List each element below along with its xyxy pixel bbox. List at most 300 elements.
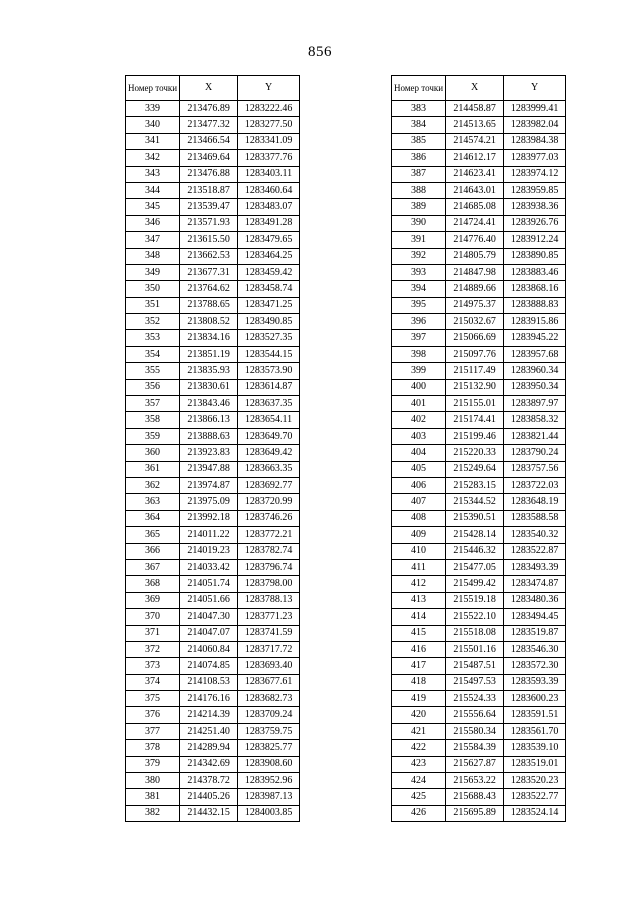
table-row [126,297,300,313]
cell-y: 1283600.23 [504,691,566,707]
cell-x: 213835.93 [180,363,238,379]
cell-x: 213974.87 [180,477,238,493]
table-row [126,641,300,657]
cell-point-number: 399 [392,363,446,379]
cell-y: 1283491.28 [238,215,300,231]
cell-point-number: 409 [392,527,446,543]
cell-y: 1283522.77 [504,789,566,805]
cell-x: 214108.53 [180,674,238,690]
cell-x: 215695.89 [446,805,504,821]
table-row [126,805,300,821]
cell-point-number: 363 [126,494,180,510]
cell-x: 214289.94 [180,740,238,756]
cell-x: 214019.23 [180,543,238,559]
table-row [126,199,300,215]
cell-y: 1283377.76 [238,150,300,166]
table-row [392,166,566,182]
cell-x: 215519.18 [446,592,504,608]
cell-x: 215524.33 [446,691,504,707]
cell-point-number: 404 [392,445,446,461]
page-number: 856 [308,44,332,60]
table-row [126,346,300,362]
cell-x: 214047.07 [180,625,238,641]
cell-point-number: 386 [392,150,446,166]
cell-y: 1283479.65 [238,232,300,248]
cell-y: 1283649.42 [238,445,300,461]
cell-x: 215199.46 [446,428,504,444]
cell-x: 214574.21 [446,133,504,149]
cell-y: 1283868.16 [504,281,566,297]
cell-x: 215556.64 [446,707,504,723]
table-row [392,527,566,543]
cell-point-number: 416 [392,641,446,657]
cell-point-number: 390 [392,215,446,231]
cell-point-number: 415 [392,625,446,641]
table-row [126,264,300,280]
table-row [392,461,566,477]
cell-x: 215522.10 [446,609,504,625]
cell-point-number: 373 [126,658,180,674]
table-row [126,576,300,592]
cell-y: 1283759.75 [238,723,300,739]
cell-point-number: 402 [392,412,446,428]
cell-point-number: 412 [392,576,446,592]
cell-y: 1283938.36 [504,199,566,215]
cell-x: 215344.52 [446,494,504,510]
cell-y: 1283977.03 [504,150,566,166]
cell-x: 213992.18 [180,510,238,526]
table-row [126,527,300,543]
cell-point-number: 340 [126,117,180,133]
cell-point-number: 354 [126,346,180,362]
cell-y: 1283788.13 [238,592,300,608]
cell-y: 1283821.44 [504,428,566,444]
cell-y: 1283912.24 [504,232,566,248]
cell-point-number: 388 [392,182,446,198]
table-row [392,625,566,641]
cell-x: 214051.66 [180,592,238,608]
cell-y: 1283648.19 [504,494,566,510]
cell-point-number: 353 [126,330,180,346]
cell-y: 1283677.61 [238,674,300,690]
cell-x: 215487.51 [446,658,504,674]
cell-point-number: 345 [126,199,180,215]
cell-y: 1283460.64 [238,182,300,198]
cell-x: 213975.09 [180,494,238,510]
table-row [392,641,566,657]
cell-x: 214033.42 [180,559,238,575]
table-row [126,363,300,379]
cell-y: 1283720.99 [238,494,300,510]
cell-point-number: 350 [126,281,180,297]
table-row [392,215,566,231]
cell-y: 1284003.85 [238,805,300,821]
cell-point-number: 355 [126,363,180,379]
table-row [392,314,566,330]
cell-x: 215249.64 [446,461,504,477]
cell-x: 213764.62 [180,281,238,297]
table-row [126,543,300,559]
cell-y: 1283741.59 [238,625,300,641]
table-row [392,150,566,166]
cell-y: 1283709.24 [238,707,300,723]
table-row [126,215,300,231]
cell-y: 1283957.68 [504,346,566,362]
cell-y: 1283341.09 [238,133,300,149]
cell-y: 1283722.03 [504,477,566,493]
table-row [392,691,566,707]
cell-y: 1283959.85 [504,182,566,198]
table-row [126,674,300,690]
cell-point-number: 403 [392,428,446,444]
table-row [126,330,300,346]
table-row [392,707,566,723]
cell-point-number: 357 [126,396,180,412]
cell-y: 1283984.38 [504,133,566,149]
cell-y: 1283403.11 [238,166,300,182]
cell-x: 215477.05 [446,559,504,575]
cell-point-number: 405 [392,461,446,477]
cell-point-number: 358 [126,412,180,428]
cell-x: 215283.15 [446,477,504,493]
cell-x: 213571.93 [180,215,238,231]
cell-x: 214458.87 [446,101,504,117]
cell-y: 1283945.22 [504,330,566,346]
table-row [392,559,566,575]
cell-x: 213466.54 [180,133,238,149]
table-row [392,609,566,625]
cell-point-number: 356 [126,379,180,395]
cell-y: 1283692.77 [238,477,300,493]
table-row [392,756,566,772]
header-point-number: Номер точки [392,76,446,101]
cell-y: 1283883.46 [504,264,566,280]
table-row [392,264,566,280]
cell-point-number: 343 [126,166,180,182]
table-row [126,182,300,198]
cell-y: 1283746.26 [238,510,300,526]
cell-x: 213866.13 [180,412,238,428]
cell-x: 214612.17 [446,150,504,166]
cell-point-number: 370 [126,609,180,625]
cell-x: 214724.41 [446,215,504,231]
table-row [392,723,566,739]
cell-x: 214378.72 [180,773,238,789]
table-row [126,314,300,330]
cell-y: 1283490.85 [238,314,300,330]
cell-x: 214643.01 [446,182,504,198]
cell-y: 1283649.70 [238,428,300,444]
cell-point-number: 413 [392,592,446,608]
table-row [126,691,300,707]
cell-y: 1283960.34 [504,363,566,379]
cell-point-number: 381 [126,789,180,805]
cell-point-number: 359 [126,428,180,444]
cell-point-number: 361 [126,461,180,477]
cell-y: 1283593.39 [504,674,566,690]
table-row [126,232,300,248]
cell-y: 1283561.70 [504,723,566,739]
cell-point-number: 360 [126,445,180,461]
cell-x: 213923.83 [180,445,238,461]
cell-x: 213830.61 [180,379,238,395]
cell-point-number: 371 [126,625,180,641]
cell-y: 1283663.35 [238,461,300,477]
cell-x: 213843.46 [180,396,238,412]
cell-x: 215066.69 [446,330,504,346]
cell-x: 214011.22 [180,527,238,543]
table-row [126,166,300,182]
cell-y: 1283546.30 [504,641,566,657]
cell-point-number: 408 [392,510,446,526]
cell-point-number: 366 [126,543,180,559]
table-row [126,723,300,739]
cell-y: 1283572.30 [504,658,566,674]
table-row [392,740,566,756]
table-row [126,756,300,772]
cell-y: 1283772.21 [238,527,300,543]
cell-point-number: 376 [126,707,180,723]
table-row [126,150,300,166]
table-row [392,543,566,559]
cell-point-number: 351 [126,297,180,313]
table-row [392,674,566,690]
cell-x: 214047.30 [180,609,238,625]
cell-y: 1283654.11 [238,412,300,428]
cell-y: 1283798.00 [238,576,300,592]
table-row [126,133,300,149]
cell-point-number: 396 [392,314,446,330]
table-row [392,117,566,133]
cell-y: 1283520.23 [504,773,566,789]
cell-y: 1283682.73 [238,691,300,707]
cell-point-number: 367 [126,559,180,575]
table-row [392,445,566,461]
table-row [392,412,566,428]
cell-y: 1283459.42 [238,264,300,280]
cell-y: 1283858.32 [504,412,566,428]
cell-point-number: 365 [126,527,180,543]
cell-point-number: 387 [392,166,446,182]
cell-y: 1283757.56 [504,461,566,477]
cell-x: 215446.32 [446,543,504,559]
cell-point-number: 362 [126,477,180,493]
table-row [392,576,566,592]
cell-point-number: 382 [126,805,180,821]
table-row [126,609,300,625]
cell-x: 214405.26 [180,789,238,805]
cell-point-number: 425 [392,789,446,805]
cell-x: 215653.22 [446,773,504,789]
cell-point-number: 375 [126,691,180,707]
cell-x: 215132.90 [446,379,504,395]
cell-y: 1283974.12 [504,166,566,182]
cell-y: 1283494.45 [504,609,566,625]
table-row [392,133,566,149]
cell-y: 1283458.74 [238,281,300,297]
table-row [126,773,300,789]
cell-x: 213615.50 [180,232,238,248]
table-row [392,789,566,805]
cell-point-number: 392 [392,248,446,264]
table-row [126,510,300,526]
cell-y: 1283539.10 [504,740,566,756]
cell-point-number: 423 [392,756,446,772]
table-row [392,232,566,248]
cell-point-number: 348 [126,248,180,264]
cell-x: 215174.41 [446,412,504,428]
cell-y: 1283890.85 [504,248,566,264]
cell-x: 213476.89 [180,101,238,117]
cell-x: 214805.79 [446,248,504,264]
cell-y: 1283999.41 [504,101,566,117]
cell-x: 214513.65 [446,117,504,133]
cell-y: 1283926.76 [504,215,566,231]
table-row [126,445,300,461]
cell-x: 214432.15 [180,805,238,821]
cell-point-number: 380 [126,773,180,789]
cell-x: 215390.51 [446,510,504,526]
table-row [392,658,566,674]
table-row [126,396,300,412]
cell-point-number: 397 [392,330,446,346]
table-row [392,396,566,412]
table-header-row [392,76,566,101]
cell-x: 215117.49 [446,363,504,379]
table-row [126,461,300,477]
cell-x: 214975.37 [446,297,504,313]
cell-y: 1283588.58 [504,510,566,526]
cell-x: 215155.01 [446,396,504,412]
cell-y: 1283591.51 [504,707,566,723]
cell-y: 1283717.72 [238,641,300,657]
table-row [126,477,300,493]
cell-point-number: 369 [126,592,180,608]
cell-y: 1283519.87 [504,625,566,641]
cell-point-number: 401 [392,396,446,412]
cell-point-number: 414 [392,609,446,625]
cell-y: 1283952.96 [238,773,300,789]
cell-y: 1283915.86 [504,314,566,330]
cell-y: 1283277.50 [238,117,300,133]
cell-point-number: 422 [392,740,446,756]
header-x: X [446,76,504,101]
table-row [392,363,566,379]
cell-point-number: 411 [392,559,446,575]
table-row [126,740,300,756]
cell-y: 1283950.34 [504,379,566,395]
cell-x: 214074.85 [180,658,238,674]
cell-x: 213662.53 [180,248,238,264]
table-row [392,297,566,313]
cell-point-number: 379 [126,756,180,772]
table-row [392,805,566,821]
cell-x: 213851.19 [180,346,238,362]
cell-point-number: 384 [392,117,446,133]
cell-point-number: 426 [392,805,446,821]
cell-point-number: 368 [126,576,180,592]
table-row [392,379,566,395]
cell-point-number: 352 [126,314,180,330]
table-row [126,658,300,674]
table-row [126,625,300,641]
table-row [392,346,566,362]
cell-point-number: 420 [392,707,446,723]
cell-point-number: 424 [392,773,446,789]
cell-y: 1283573.90 [238,363,300,379]
cell-point-number: 364 [126,510,180,526]
cell-y: 1283888.83 [504,297,566,313]
table-row [392,199,566,215]
cell-x: 215428.14 [446,527,504,543]
header-y: Y [238,76,300,101]
cell-x: 215580.34 [446,723,504,739]
cell-y: 1283693.40 [238,658,300,674]
cell-point-number: 419 [392,691,446,707]
cell-x: 214214.39 [180,707,238,723]
table-row [126,412,300,428]
cell-y: 1283524.14 [504,805,566,821]
cell-point-number: 421 [392,723,446,739]
table-row [126,379,300,395]
table-row [392,592,566,608]
cell-point-number: 391 [392,232,446,248]
table-row [392,101,566,117]
cell-point-number: 400 [392,379,446,395]
cell-point-number: 378 [126,740,180,756]
cell-point-number: 385 [392,133,446,149]
cell-point-number: 349 [126,264,180,280]
table-row [126,281,300,297]
cell-x: 214623.41 [446,166,504,182]
table-row [392,428,566,444]
cell-x: 215220.33 [446,445,504,461]
table-row [392,773,566,789]
cell-x: 215518.08 [446,625,504,641]
table-row [126,559,300,575]
table-header-row [126,76,300,101]
cell-x: 213539.47 [180,199,238,215]
table-row [126,117,300,133]
cell-x: 213808.52 [180,314,238,330]
cell-x: 215499.42 [446,576,504,592]
cell-point-number: 394 [392,281,446,297]
coordinates-table-left [125,75,300,822]
cell-x: 213677.31 [180,264,238,280]
cell-x: 214776.40 [446,232,504,248]
cell-y: 1283480.36 [504,592,566,608]
cell-x: 215584.39 [446,740,504,756]
cell-y: 1283471.25 [238,297,300,313]
cell-point-number: 374 [126,674,180,690]
cell-x: 215501.16 [446,641,504,657]
cell-x: 213476.88 [180,166,238,182]
table-row [392,477,566,493]
cell-y: 1283483.07 [238,199,300,215]
table-row [126,707,300,723]
cell-point-number: 398 [392,346,446,362]
cell-x: 214251.40 [180,723,238,739]
cell-point-number: 344 [126,182,180,198]
cell-x: 215497.53 [446,674,504,690]
header-y: Y [504,76,566,101]
coordinates-table-right [391,75,566,822]
cell-point-number: 418 [392,674,446,690]
cell-y: 1283222.46 [238,101,300,117]
cell-y: 1283464.25 [238,248,300,264]
cell-x: 215627.87 [446,756,504,772]
cell-y: 1283796.74 [238,559,300,575]
